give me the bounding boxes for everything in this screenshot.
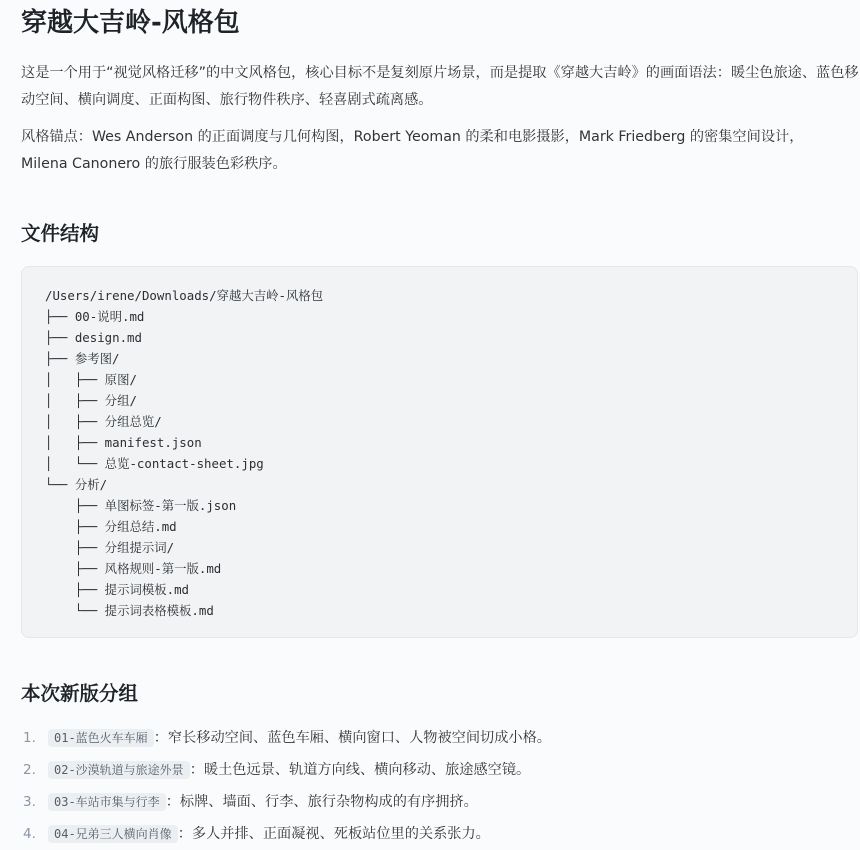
file-tree-line: │ ├── 分组/ [45,393,137,408]
file-tree-line: │ └── 总览-contact-sheet.jpg [45,456,264,471]
group-code-chip: 02-沙漠轨道与旅途外景 [48,761,190,779]
group-code-chip: 03-车站市集与行李 [48,793,166,811]
group-code-chip: 04-兄弟三人横向肖像 [48,825,178,843]
document [21,0,860,850]
list-item-number: 2. [23,762,36,778]
file-tree-line: ├── 00-说明.md [45,309,145,324]
file-structure-heading: 文件结构 [21,222,100,245]
intro-paragraph: 这是一个用于“视觉风格迁移”的中文风格包，核心目标不是复刻原片场景，而是提取《穿越大吉岭》的画面语法：暖尘色旅途、蓝色移动空间、横向调度、正面构图、旅行物件秩序、轻喜剧式疏离感。 [21,65,859,108]
file-tree-line: └── 提示词表格模板.md [45,603,214,618]
list-item-number: 4. [23,826,36,842]
style-anchors-paragraph [21,124,860,178]
file-tree-line: ├── 单图标签-第一版.json [45,498,237,513]
group-code-chip: 01-蓝色火车车厢 [48,729,154,747]
group-description: ：暖土色远景、轨道方向线、横向移动、旅途感空镜。 [189,762,531,778]
file-tree-line: └── 分析/ [45,477,108,492]
file-tree-line: │ ├── 原图/ [45,372,137,387]
list-item [21,818,860,850]
file-tree-code-block [21,266,858,638]
groups-heading: 本次新版分组 [21,682,139,705]
file-tree-line: /Users/irene/Downloads/穿越大吉岭-风格包 [45,288,324,303]
file-tree-line: ├── 分组提示词/ [45,540,175,555]
file-tree-line: ├── 风格规则-第一版.md [45,561,222,576]
file-tree-line: ├── 参考图/ [45,351,120,366]
list-item [21,754,860,786]
file-tree-line: ├── 分组总结.md [45,519,177,534]
style-anchors-line-1: 风格锚点：Wes Anderson 的正面调度与几何构图，Robert Yeoman 的柔和电影摄影，Mark Friedberg 的密集空间设计， [21,129,804,145]
group-description: ：窄长移动空间、蓝色车厢、横向窗口、人物被空间切成小格。 [153,730,551,746]
list-item-number: 1. [23,730,36,746]
list-item-number: 3. [23,794,36,810]
file-tree-line: │ ├── manifest.json [45,435,202,450]
page-title: 穿越大吉岭-风格包 [21,8,240,38]
group-description: ：标牌、墙面、行李、旅行杂物构成的有序拥挤。 [165,794,478,810]
list-item [21,722,860,754]
file-tree-line: ├── 提示词模板.md [45,582,190,597]
style-anchors-line-2: Milena Canonero 的旅行服装色彩秩序。 [21,156,287,172]
list-item [21,786,860,818]
file-tree-line: ├── design.md [45,330,142,345]
groups-list [21,722,860,850]
file-tree-line: │ ├── 分组总览/ [45,414,162,429]
group-description: ：多人并排、正面凝视、死板站位里的关系张力。 [177,826,490,842]
